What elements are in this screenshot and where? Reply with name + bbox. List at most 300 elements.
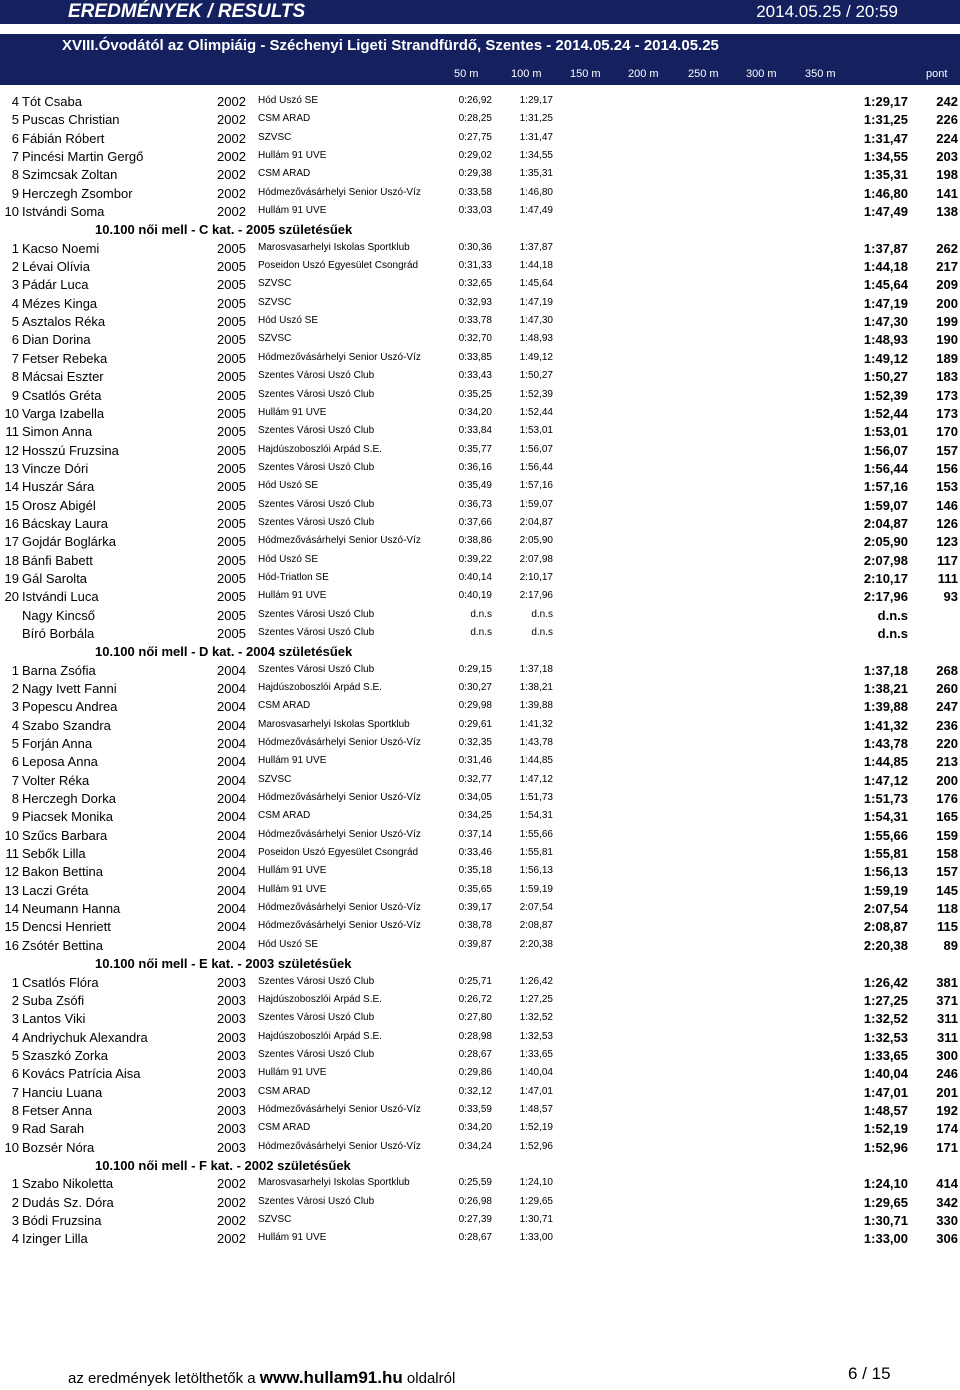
result-row [0,1046,960,1064]
birth-year: 2003 [217,1011,246,1027]
points: 236 [936,717,958,733]
final-time: 1:50,27 [863,369,908,385]
final-time: d.n.s [877,625,908,641]
points: 381 [936,974,958,990]
birth-year: 2002 [217,185,246,201]
final-time: 1:49,12 [863,350,908,366]
points: 198 [936,167,958,183]
points: 300 [936,1047,958,1063]
swimmer-name: Dian Dorina [22,332,91,348]
result-row [0,734,960,752]
rank: 17 [4,534,19,550]
club-name: Hódmezővásárhelyi Senior Úszó-Víz [258,351,421,363]
birth-year: 2005 [217,350,246,366]
result-row [0,679,960,697]
rank: 15 [4,919,19,935]
final-time: 1:37,18 [863,662,908,678]
birth-year: 2004 [217,754,246,770]
rank: 8 [11,791,19,807]
club-name: Hód Úszó SE [258,480,319,492]
rank: 4 [11,295,19,311]
section-heading [0,954,960,972]
final-time: 1:46,80 [863,185,908,201]
final-time: 1:47,01 [863,1084,908,1100]
club-name: SZVSC [258,131,292,143]
final-time: 1:57,16 [863,479,908,495]
split-50m: d.n.s [470,608,492,620]
split-50m: 0:39,17 [458,902,492,914]
result-row [0,404,960,422]
result-row [0,532,960,550]
swimmer-name: Dencsi Henriett [22,919,111,935]
final-time: 2:17,96 [863,589,908,605]
final-time: 1:48,57 [863,1102,908,1118]
swimmer-name: Mézes Kinga [22,295,98,311]
split-100m: 1:49,12 [519,351,553,363]
club-name: SZVSC [258,278,292,290]
final-time: 1:32,52 [863,1011,908,1027]
split-100m: 1:59,19 [519,883,553,895]
rank: 4 [11,1231,19,1247]
split-50m: 0:26,92 [458,95,492,106]
final-time: 2:08,87 [863,919,908,935]
split-100m: 1:41,32 [519,718,553,730]
split-100m: 1:32,52 [519,1012,553,1024]
points: 242 [936,94,958,109]
result-row [0,899,960,917]
swimmer-name: Varga Izabella [22,405,105,421]
swimmer-name: Gojdár Boglárka [22,534,116,550]
final-time: 1:29,17 [863,94,908,109]
split-50m: 0:27,75 [458,131,492,143]
rank: 12 [4,864,19,880]
club-name: Szentes Városi Úszó Club [258,516,375,528]
swimmer-name: Vincze Dóri [22,460,89,476]
result-row [0,312,960,330]
rank: 1 [11,974,19,990]
swimmer-name: Mácsai Eszter [22,369,104,385]
birth-year: 2003 [217,1084,246,1100]
points: 174 [936,1121,958,1137]
final-time: 1:47,12 [863,772,908,788]
split-50m: 0:32,12 [458,1085,492,1097]
split-50m: 0:27,39 [458,1213,492,1225]
final-time: 1:55,66 [863,827,908,843]
result-row [0,496,960,514]
result-row [0,881,960,899]
swimmer-name: Kacso Noemi [22,240,100,256]
split-100m: d.n.s [531,626,553,638]
split-50m: 0:28,98 [458,1030,492,1042]
swimmer-name: Nagy Ivett Fanni [22,681,117,696]
final-time: 1:34,55 [863,149,908,165]
points: 138 [936,204,958,220]
swimmer-name: Szabo Szandra [22,717,111,733]
final-time: 2:05,90 [863,534,908,550]
result-row [0,349,960,367]
club-name: Hullám 91 ÚVE [258,1067,327,1079]
club-name: Szentes Városi Úszó Club [258,626,375,638]
rank: 10 [4,827,19,843]
footer-suffix: oldalról [406,1370,456,1387]
final-time: 1:44,85 [863,754,908,770]
birth-year: 2004 [217,809,246,825]
event-title: XVIII.Óvodától az Olimpiáig - Széchenyi Ligeti Strandfürdő, Szentes - 2014.05.24 - 2014.05.25 [62,37,719,54]
results-list [0,92,960,1248]
rank: 8 [11,369,19,385]
points: 220 [936,736,958,752]
split-100m: 1:35,31 [519,168,553,180]
birth-year: 2004 [217,937,246,953]
rank: 7 [11,149,19,165]
rank: 5 [11,314,19,330]
rank: 3 [11,1011,19,1027]
result-row [0,239,960,257]
club-name: SZVSC [258,773,292,785]
birth-year: 2004 [217,699,246,715]
rank: 6 [11,754,19,770]
swimmer-name: Popescu Andrea [22,699,118,715]
split-50m: 0:33,58 [458,186,492,198]
rank: 9 [11,809,19,825]
result-row [0,661,960,679]
rank: 6 [11,1066,19,1082]
points: 145 [936,882,958,898]
club-name: CSM ARAD [258,113,311,125]
split-50m: 0:31,46 [458,755,492,767]
rank: 13 [4,460,19,476]
rank: 6 [11,332,19,348]
club-name: Hajdúszoboszlói Árpád S.E. [258,1030,382,1042]
split-50m: 0:26,72 [458,993,492,1005]
final-time: 1:26,42 [863,974,908,990]
club-name: Hódmezővásárhelyi Senior Úszó-Víz [258,1140,421,1152]
points: 170 [936,424,958,440]
final-time: 1:52,39 [863,387,908,403]
final-time: 1:43,78 [863,736,908,752]
swimmer-name: Tót Csaba [22,94,82,109]
split-100m: 1:30,71 [519,1213,553,1225]
split-50m: 0:29,61 [458,718,492,730]
rank: 3 [11,699,19,715]
result-row [0,1138,960,1156]
final-time: 2:07,54 [863,901,908,917]
split-50m: 0:38,78 [458,920,492,932]
rank: 10 [4,405,19,421]
swimmer-name: Istvándi Soma [22,204,105,220]
final-time: 1:30,71 [863,1212,908,1228]
club-name: SZVSC [258,1213,292,1225]
result-row [0,771,960,789]
result-row [0,422,960,440]
points: 183 [936,369,958,385]
split-100m: 1:48,57 [519,1103,553,1115]
final-time: 1:59,19 [863,882,908,898]
rank: 8 [11,1102,19,1118]
split-50m: d.n.s [470,626,492,638]
birth-year: 2004 [217,827,246,843]
rank: 4 [11,1029,19,1045]
final-time: 1:37,87 [863,240,908,256]
club-name: CSM ARAD [258,700,311,712]
split-50m: 0:39,87 [458,938,492,950]
split-50m: 0:33,43 [458,370,492,382]
points: 190 [936,332,958,348]
club-name: Szentes Városi Úszó Club [258,461,375,473]
swimmer-name: Orosz Abigél [22,497,96,513]
split-100m: 1:55,81 [519,847,553,859]
swimmer-name: Lévai Olívia [22,259,90,275]
points: 200 [936,295,958,311]
points: 115 [937,919,958,935]
club-name: Hullám 91 ÚVE [258,406,327,418]
final-time: 1:53,01 [863,424,908,440]
split-100m: 1:47,19 [519,296,553,308]
split-50m: 0:27,80 [458,1012,492,1024]
split-50m: 0:37,66 [458,516,492,528]
rank: 11 [5,424,19,440]
club-name: Hullám 91 ÚVE [258,755,327,767]
rank: 7 [11,1084,19,1100]
final-time: 1:29,65 [863,1194,908,1210]
rank: 3 [11,1212,19,1228]
split-100m: 1:31,25 [519,113,553,125]
final-time: 1:31,25 [863,112,908,128]
result-row [0,551,960,569]
points: 201 [936,1084,958,1100]
points: 199 [936,314,958,330]
points: 159 [936,827,958,843]
final-time: 1:40,04 [863,1066,908,1082]
split-100m: 1:55,66 [519,828,553,840]
club-name: Hódmezővásárhelyi Senior Úszó-Víz [258,828,421,840]
split-100m: 2:04,87 [519,516,553,528]
rank: 14 [4,479,19,495]
swimmer-name: Lantos Viki [22,1011,86,1027]
birth-year: 2005 [217,332,246,348]
split-100m: 1:44,85 [519,755,553,767]
swimmer-name: Fábián Róbert [22,130,105,146]
split-50m: 0:32,93 [458,296,492,308]
result-row [0,844,960,862]
result-row [0,275,960,293]
birth-year: 2005 [217,570,246,586]
rank: 5 [11,736,19,752]
split-header-200m: 200 m [628,68,659,80]
split-100m: d.n.s [531,608,553,620]
points: 171 [936,1139,958,1155]
swimmer-name: Bozsér Nóra [22,1139,95,1155]
split-50m: 0:28,25 [458,113,492,125]
result-row [0,1193,960,1211]
result-row [0,92,960,110]
club-name: Szentes Városi Úszó Club [258,498,375,510]
rank: 9 [11,185,19,201]
split-50m: 0:33,59 [458,1103,492,1115]
swimmer-name: Herczegh Dorka [22,791,116,807]
swimmer-name: Volter Réka [22,772,90,788]
final-time: 2:10,17 [863,570,908,586]
points: 192 [936,1102,958,1118]
points: 203 [936,149,958,165]
birth-year: 2004 [217,864,246,880]
split-100m: 2:17,96 [519,590,553,602]
split-50m: 0:32,77 [458,773,492,785]
final-time: 1:45,64 [863,277,908,293]
final-time: 1:27,25 [863,992,908,1008]
points: 93 [943,589,958,605]
birth-year: 2002 [217,1231,246,1247]
rank: 2 [11,992,19,1008]
points: 311 [937,1011,958,1027]
split-100m: 1:38,21 [519,682,553,693]
result-row [0,330,960,348]
swimmer-name: Szabo Nikoletta [22,1176,114,1192]
split-100m: 2:05,90 [519,535,553,547]
club-name: Hódmezővásárhelyi Senior Úszó-Víz [258,920,421,932]
final-time: 1:47,19 [863,295,908,311]
split-50m: 0:34,25 [458,810,492,822]
split-50m: 0:29,02 [458,150,492,162]
result-row [0,110,960,128]
points: 165 [936,809,958,825]
final-time: 1:56,44 [863,460,908,476]
result-row [0,1101,960,1119]
swimmer-name: Kovács Patrícia Aisa [22,1066,141,1082]
club-name: Szentes Városi Úszó Club [258,975,375,987]
section-title: 10.100 női mell - E kat. - 2003 születésűek [95,956,352,972]
final-time: 1:56,13 [863,864,908,880]
rank: 4 [11,94,19,109]
split-100m: 1:44,18 [519,260,553,272]
swimmer-name: Asztalos Réka [22,314,106,330]
points: 246 [936,1066,958,1082]
rank: 2 [11,1194,19,1210]
split-100m: 1:53,01 [519,425,553,437]
split-50m: 0:33,85 [458,351,492,363]
swimmer-name: Neumann Hanna [22,901,121,917]
result-row [0,257,960,275]
final-time: d.n.s [877,607,908,623]
result-row [0,936,960,954]
result-row [0,789,960,807]
points: 111 [937,570,958,586]
club-name: Hullám 91 ÚVE [258,150,327,162]
result-row [0,1229,960,1247]
points: 157 [936,442,958,458]
split-50m: 0:34,20 [458,406,492,418]
birth-year: 2004 [217,736,246,752]
club-name: Hódmezővásárhelyi Senior Úszó-Víz [258,535,421,547]
rank: 2 [11,681,19,696]
split-100m: 2:08,87 [519,920,553,932]
final-time: 1:56,07 [863,442,908,458]
split-50m: 0:25,59 [458,1177,492,1189]
result-row [0,459,960,477]
final-time: 1:51,73 [863,791,908,807]
split-100m: 1:59,07 [519,498,553,510]
result-row [0,587,960,605]
result-row [0,1119,960,1137]
rank: 9 [11,1121,19,1137]
split-50m: 0:37,14 [458,828,492,840]
birth-year: 2002 [217,1176,246,1192]
swimmer-name: Laczi Gréta [22,882,89,898]
swimmer-name: Rad Sarah [22,1121,85,1137]
points: 89 [943,937,958,953]
birth-year: 2005 [217,314,246,330]
birth-year: 2004 [217,662,246,678]
rank: 9 [11,387,19,403]
points: 123 [936,534,958,550]
birth-year: 2005 [217,515,246,531]
birth-year: 2003 [217,1139,246,1155]
result-row [0,826,960,844]
points: 146 [936,497,958,513]
split-50m: 0:40,14 [458,571,492,583]
split-100m: 1:24,10 [519,1177,553,1189]
result-row [0,477,960,495]
swimmer-name: Csatlós Flóra [22,974,99,990]
result-row [0,147,960,165]
final-time: 1:52,19 [863,1121,908,1137]
club-name: Hód Úszó SE [258,95,319,106]
split-50m: 0:33,46 [458,847,492,859]
final-time: 2:07,98 [863,552,908,568]
split-100m: 1:47,12 [519,773,553,785]
birth-year: 2002 [217,149,246,165]
rank: 20 [4,589,19,605]
split-100m: 1:51,73 [519,792,553,804]
swimmer-name: Gál Sarolta [22,570,88,586]
result-row [0,165,960,183]
rank: 7 [11,350,19,366]
footer-site-link[interactable]: www.hullam91.hu [259,1368,403,1387]
points: 224 [936,130,958,146]
split-50m: 0:33,03 [458,205,492,217]
split-100m: 2:20,38 [519,938,553,950]
club-name: Poseidon Úszó Egyesület Csongrád [258,847,419,859]
birth-year: 2002 [217,1194,246,1210]
split-100m: 1:54,31 [519,810,553,822]
split-50m: 0:29,86 [458,1067,492,1079]
club-name: Hullám 91 ÚVE [258,883,327,895]
birth-year: 2005 [217,240,246,256]
swimmer-name: Szaszkó Zorka [22,1047,108,1063]
birth-year: 2005 [217,277,246,293]
split-100m: 1:29,65 [519,1195,553,1207]
split-50m: 0:40,19 [458,590,492,602]
event-banner [0,34,960,85]
section-title: 10.100 női mell - D kat. - 2004 születésűek [95,644,353,660]
club-name: Hód Úszó SE [258,315,319,327]
split-100m: 1:52,44 [519,406,553,418]
final-time: 2:04,87 [863,515,908,531]
rank: 5 [11,112,19,128]
split-50m: 0:29,15 [458,663,492,675]
club-name: CSM ARAD [258,1085,311,1097]
split-50m: 0:32,70 [458,333,492,345]
split-50m: 0:26,98 [458,1195,492,1207]
swimmer-name: Pádár Luca [22,277,89,293]
birth-year: 2003 [217,1047,246,1063]
split-50m: 0:32,35 [458,737,492,749]
split-50m: 0:38,86 [458,535,492,547]
club-name: Hajdúszoboszlói Árpád S.E. [258,993,382,1005]
datetime: 2014.05.25 / 20:59 [756,2,898,21]
points: 268 [936,662,958,678]
split-100m: 1:31,47 [519,131,553,143]
